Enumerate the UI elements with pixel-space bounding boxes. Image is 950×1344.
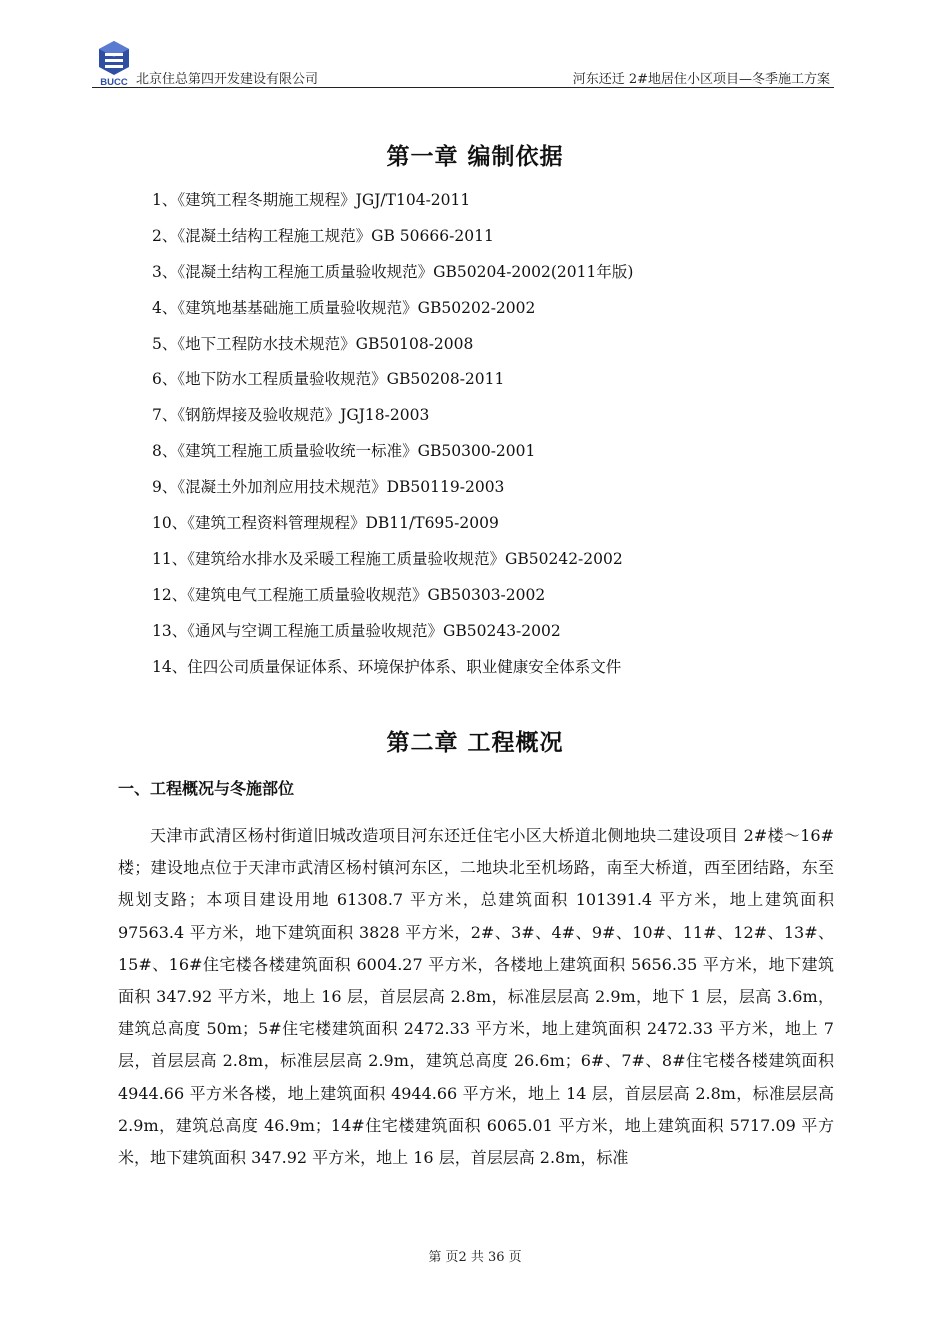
reference-list	[152, 186, 633, 688]
chapter1-title: 第一章 编制依据	[386, 144, 564, 170]
page-header	[92, 38, 834, 88]
list-item: 6、《地下防水工程质量验收规范》GB50208-2011	[152, 370, 505, 389]
list-item: 10、《建筑工程资料管理规程》DB11/T695-2009	[152, 514, 499, 533]
list-item: 7、《钢筋焊接及验收规范》JGJ18-2003	[152, 406, 430, 425]
list-item: 13、《通风与空调工程施工质量验收规范》GB50243-2002	[152, 621, 561, 640]
list-item: 2、《混凝土结构工程施工规范》GB 50666-2011	[152, 226, 494, 245]
page-footer: 第 页2 共 36 页	[428, 1250, 522, 1265]
list-item: 3、《混凝土结构工程施工质量验收规范》GB50204-2002(2011年版)	[152, 262, 634, 281]
list-item: 4、《建筑地基基础施工质量验收规范》GB50202-2002	[152, 298, 536, 317]
overview-paragraph: 天津市武清区杨村街道旧城改造项目河东还迁住宅小区大桥道北侧地块二建设项目 2#楼～16#楼；建设地点位于天津市武清区杨村镇河东区，二地块北至机场路，南至大桥道，西至团结路，东至规划支路；本项目建设用地 61308.7 平方米，总建筑面积 101391.4 平方米，地上建筑面积 97563.4 平方米，地下建筑面积 3828 平方米，2#、3#、4#、9#、10#、11#、12#、13#、15#、16#住宅楼各楼建筑面积 6004.27 平方米，各楼地上建筑面积 5656.35 平方米，地下建筑面积 347.92 平方米，地上 16 层，首层层高 2.8m，标准层层高 2.9m，地下 1 层，层高 3.6m，建筑总高度 50m；5#住宅楼建筑面积 2472.33 平方米，地上建筑面积 2472.33 平方米，地上 7 层，首层层高 2.8m，标准层层高 2.9m，建筑总高度 26.6m；6#、7#、8#住宅楼各楼建筑面积 4944.66 平方米各楼，地上建筑面积 4944.66 平方米，地上 14 层，首层层高 2.8m，标准层层高 2.9m，建筑总高度 46.9m；14#住宅楼建筑面积 6065.01 平方米，地上建筑面积 5717.09 平方米，地下建筑面积 347.92 平方米，地上 16 层，首层层高 2.8m，标准	[118, 826, 834, 1168]
list-item: 9、《混凝土外加剂应用技术规范》DB50119-2003	[152, 478, 505, 497]
header-rule	[92, 87, 834, 88]
chapter2-title: 第二章 工程概况	[386, 730, 564, 756]
list-item: 1、《建筑工程冬期施工规程》JGJ/T104-2011	[152, 191, 471, 209]
list-item: 11、《建筑给水排水及采暖工程施工质量验收规范》GB50242-2002	[152, 549, 623, 568]
list-item: 5、《地下工程防水技术规范》GB50108-2008	[152, 334, 474, 353]
project-title: 河东还迁 2#地居住小区项目—冬季施工方案	[572, 72, 830, 87]
list-item: 12、《建筑电气工程施工质量验收规范》GB50303-2002	[152, 585, 546, 604]
company-name: 北京住总第四开发建设有限公司	[136, 72, 319, 87]
section-title: 一、工程概况与冬施部位	[118, 779, 295, 798]
list-item: 14、住四公司质量保证体系、环境保护体系、职业健康安全体系文件	[152, 657, 622, 676]
logo-text: BUCC	[100, 77, 128, 86]
list-item: 8、《建筑工程施工质量验收统一标准》GB50300-2001	[152, 442, 536, 461]
bucc-logo-icon	[92, 38, 136, 86]
